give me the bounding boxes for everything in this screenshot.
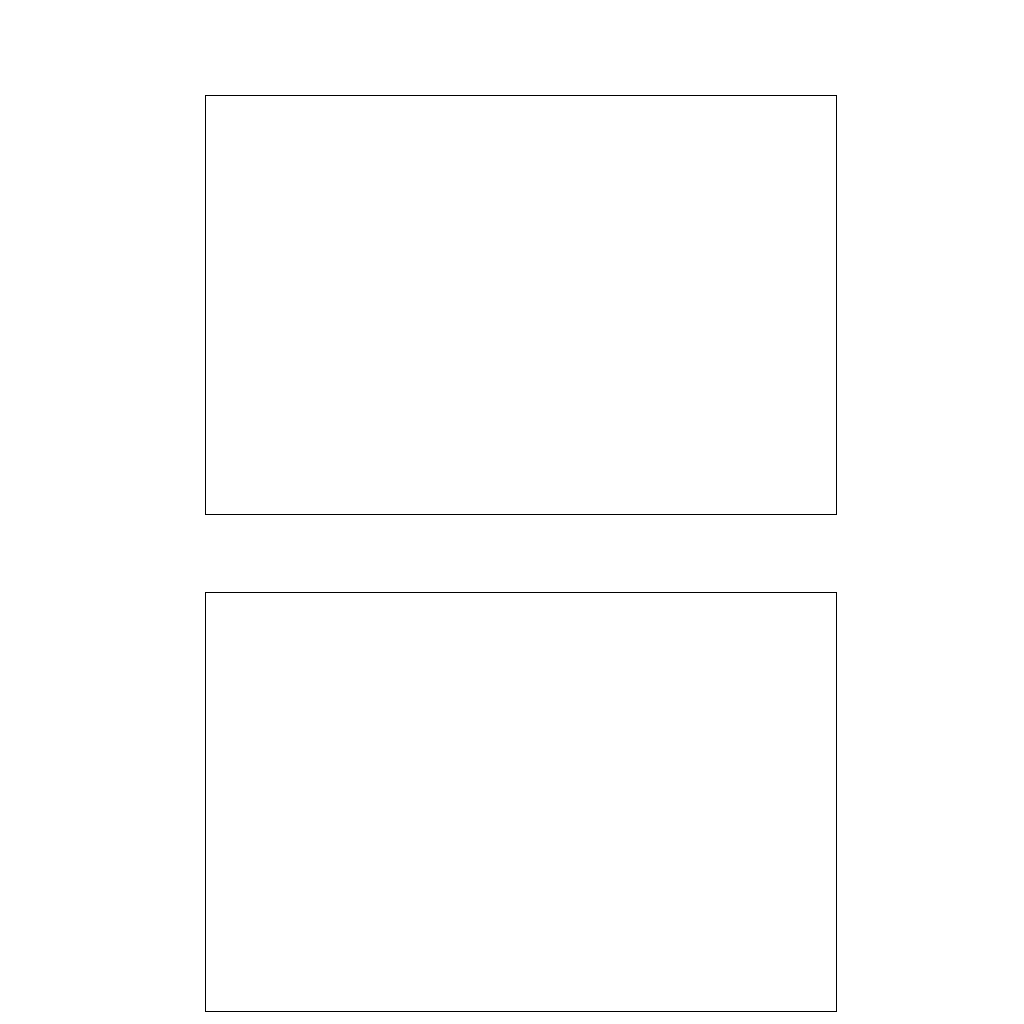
chart-panel-bottom: [205, 592, 837, 1012]
y-axis-labels-bottom: [10, 592, 200, 1012]
plot-area-bottom: [205, 592, 837, 1012]
x-axis-labels-top: [205, 524, 837, 550]
plot-area-top: [205, 95, 837, 515]
chart-panel-top: [205, 95, 837, 515]
y-axis-labels-top: [10, 95, 200, 515]
